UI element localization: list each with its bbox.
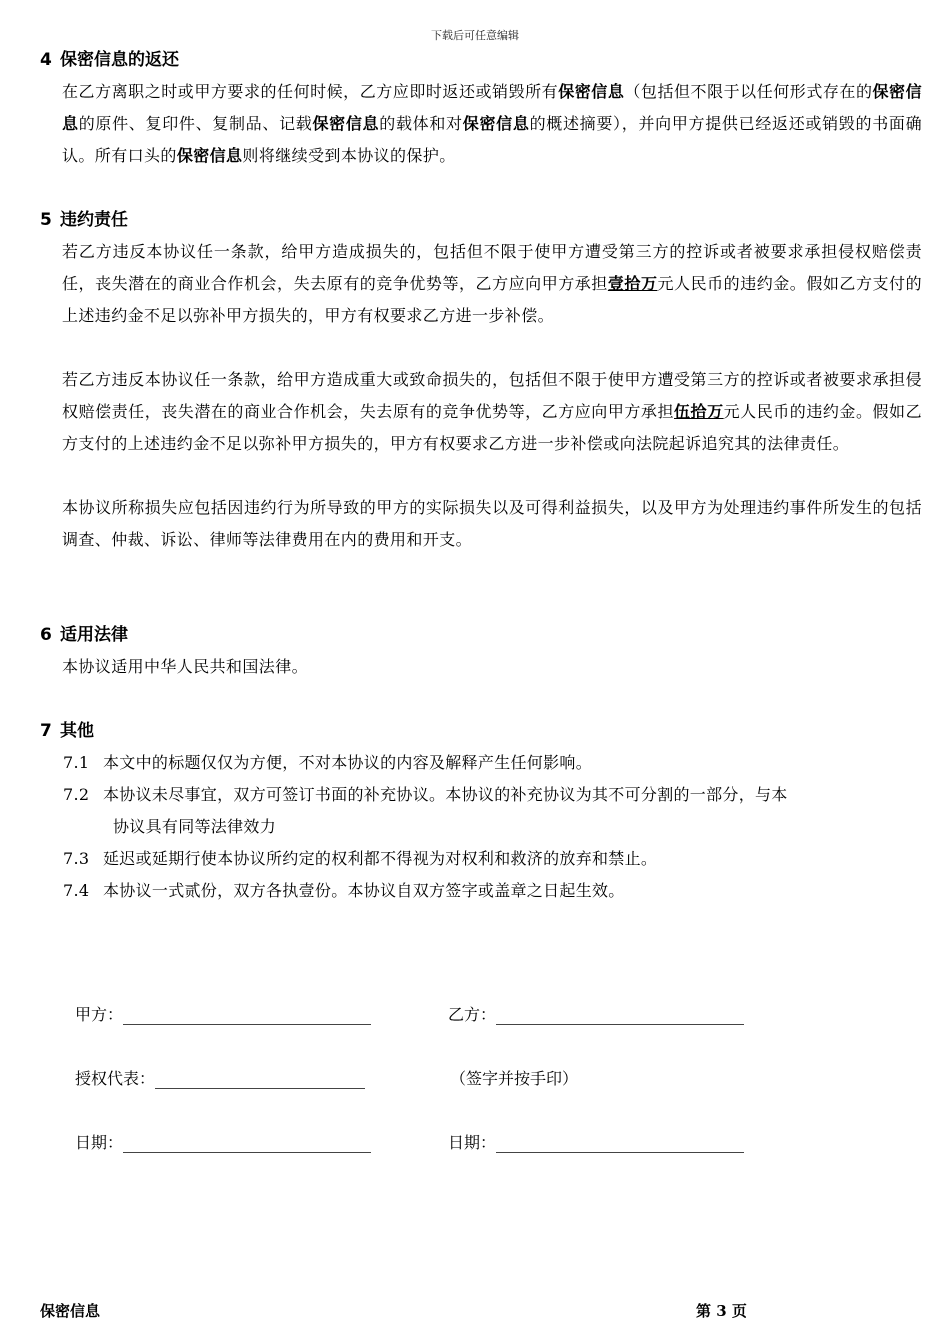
date-a-field (75, 1130, 371, 1153)
header-note: 下载后可任意编辑 (431, 29, 519, 42)
text: 若乙方违反本协议任一条款，给甲方造成损失的，包括但不限于使甲方遭受第三方的控诉或者被要求承担侵权赔偿责任，丧失潜在的商业合作机会，失去原有的竞争优势等，乙方应向甲方承担 (62, 242, 922, 293)
footer-doc-label: 保密信息 (40, 1302, 101, 1320)
item-number: 7.3 (63, 849, 90, 868)
party-b-label: 乙方： (448, 1005, 497, 1024)
text: 的原件、复印件、复制品、记载 (78, 114, 313, 133)
term-confidential-info: 保密信息 (558, 82, 625, 101)
paragraph (62, 236, 922, 332)
text: 的载体和对 (379, 114, 463, 133)
date-b-field (448, 1130, 744, 1153)
section-title: 其他 (60, 721, 94, 741)
item-text: 本协议一式贰份，双方各执壹份。本协议自双方签字或盖章之日起生效。 (103, 881, 625, 900)
term-confidential-info: 保密信息 (62, 82, 922, 133)
section-number: 4 (40, 50, 52, 70)
item-number: 7.1 (63, 753, 90, 772)
section-4 (40, 45, 920, 172)
item-text: 本文中的标题仅仅为方便，不对本协议的内容及解释产生任何影响。 (103, 753, 593, 772)
date-b-label: 日期： (448, 1133, 497, 1152)
paragraph (62, 76, 922, 172)
date-a-label: 日期： (75, 1133, 124, 1152)
text: 在乙方离职之时或甲方要求的任何时候，乙方应即时返还或销毁所有 (62, 82, 559, 101)
section-heading (40, 205, 920, 236)
term-confidential-info: 保密信息 (176, 146, 243, 165)
footer-page-number: 第 3 页 (696, 1302, 747, 1320)
text: 的概述摘要），并向甲方提供已经返还或销毁的书面确认。所有口头的 (62, 114, 922, 165)
text: 则将继续受到本协议的保护。 (242, 146, 456, 165)
paragraph: 本协议适用中华人民共和国法律。 (62, 657, 309, 676)
section-title: 适用法律 (60, 625, 128, 645)
list-item (63, 779, 920, 843)
text: 若乙方违反本协议任一条款，给甲方造成重大或致命损失的，包括但不限于使甲方遭受第三方的控诉或者被要求承担侵权赔偿责任，丧失潜在的商业合作机会，失去原有的竞争优势等，乙方应向甲方承担 (62, 370, 922, 421)
auth-rep-field (75, 1066, 365, 1089)
penalty-amount: 伍拾万 (674, 402, 724, 421)
text: 元人民币的违约金。假如乙方支付的上述违约金不足以弥补甲方损失的，甲方有权要求乙方进一步补偿或向法院起诉追究其的法律责任。 (62, 402, 922, 453)
item-text-continued: 协议具有同等法律效力 (113, 817, 277, 836)
item-text: 延迟或延期行使本协议所约定的权利都不得视为对权利和救济的放弃和禁止。 (103, 849, 658, 868)
section-number: 6 (40, 625, 52, 645)
term-confidential-info: 保密信息 (462, 114, 530, 133)
party-a-field (75, 1002, 371, 1025)
section-heading (40, 620, 920, 651)
party-b-signature-line[interactable] (496, 1008, 744, 1025)
list-item (63, 875, 920, 907)
sign-note: （签字并按手印） (450, 1069, 579, 1088)
list-item (63, 843, 920, 875)
section-title: 保密信息的返还 (60, 50, 179, 70)
party-a-signature-line[interactable] (123, 1008, 371, 1025)
item-number: 7.4 (63, 881, 90, 900)
section-5 (40, 205, 920, 556)
list-item (63, 747, 920, 779)
section-heading (40, 45, 920, 76)
paragraph: 本协议所称损失应包括因违约行为所导致的甲方的实际损失以及可得利益损失，以及甲方为处理违约事件所发生的包括调查、仲裁、诉讼、律师等法律费用在内的费用和开支。 (62, 498, 922, 549)
text: 元人民币的违约金。假如乙方支付的上述违约金不足以弥补甲方损失的，甲方有权要求乙方进一步补偿。 (62, 274, 922, 325)
party-b-field (448, 1002, 744, 1025)
penalty-amount: 壹拾万 (607, 274, 658, 293)
section-title: 违约责任 (60, 210, 128, 230)
section-6 (40, 620, 920, 683)
auth-rep-signature-line[interactable] (155, 1072, 365, 1089)
text: （包括但不限于以任何形式存在的 (624, 82, 873, 101)
date-b-line[interactable] (496, 1136, 744, 1153)
section-heading (40, 716, 920, 747)
party-a-label: 甲方： (75, 1005, 124, 1024)
section-number: 7 (40, 721, 52, 741)
date-a-line[interactable] (123, 1136, 371, 1153)
item-text: 本协议未尽事宜，双方可签订书面的补充协议。本协议的补充协议为其不可分割的一部分，与本 (103, 785, 788, 804)
section-7 (40, 716, 920, 907)
paragraph (62, 364, 922, 460)
section-number: 5 (40, 210, 52, 230)
term-confidential-info: 保密信息 (312, 114, 380, 133)
item-number: 7.2 (63, 785, 90, 804)
auth-rep-label: 授权代表： (75, 1069, 156, 1088)
